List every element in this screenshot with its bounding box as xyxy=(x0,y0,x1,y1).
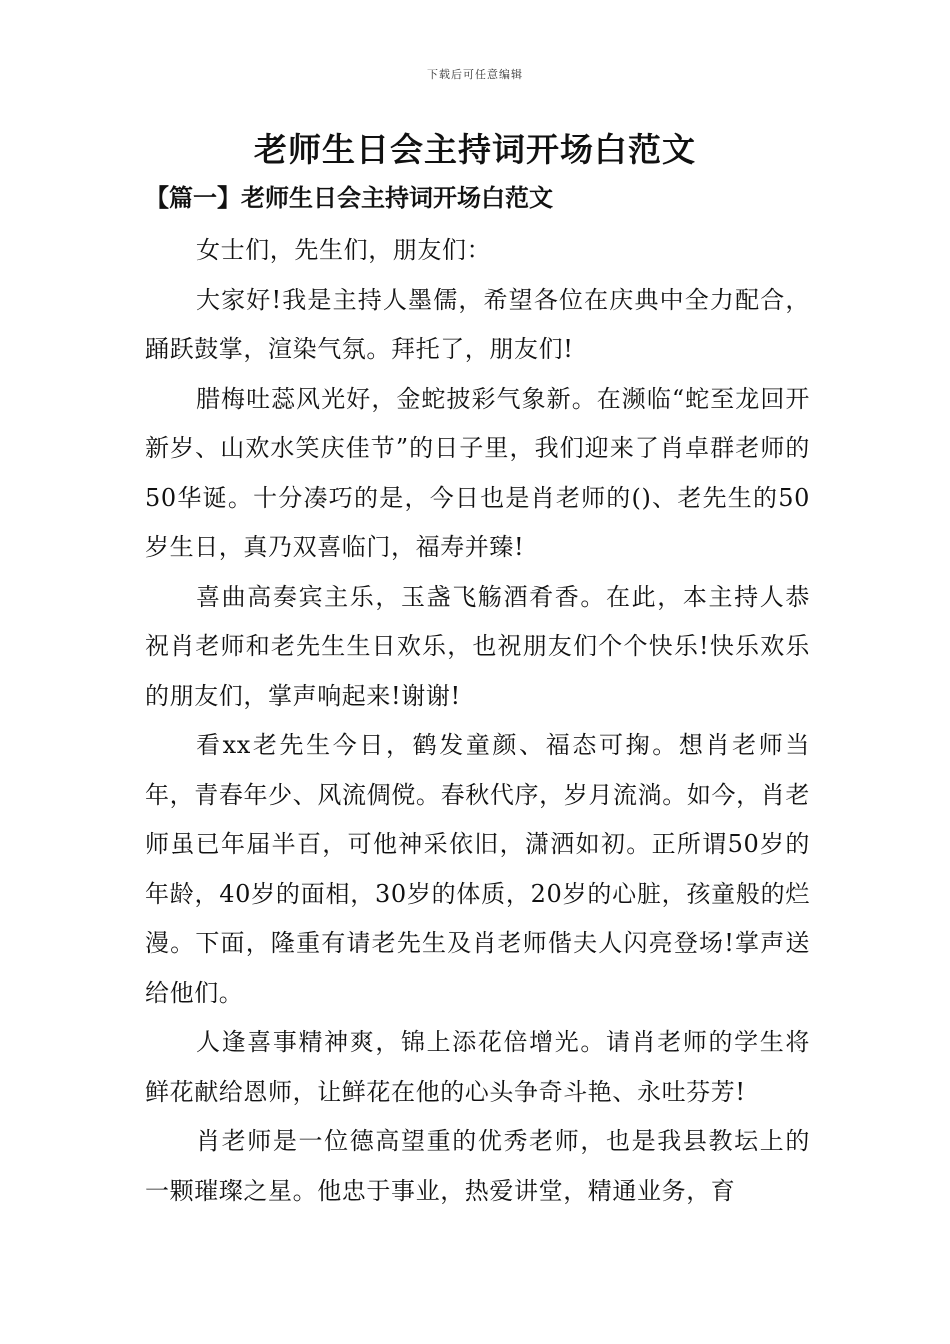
paragraph-blessing: 喜曲高奏宾主乐，玉盏飞觞酒肴香。在此，本主持人恭祝肖老师和老先生生日欢乐，也祝朋友们个个快乐!快乐欢乐的朋友们，掌声响起来!谢谢! xyxy=(145,582,810,710)
document-title: 老师生日会主持词开场白范文 xyxy=(254,130,696,169)
paragraph-tribute: 肖老师是一位德高望重的优秀老师，也是我县教坛上的一颗璀璨之星。他忠于事业，热爱讲堂，精通业务，育 xyxy=(145,1127,810,1205)
paragraph-welcome: 大家好!我是主持人墨儒，希望各位在庆典中全力配合，踊跃鼓掌，渲染气氛。拜托了，朋友们! xyxy=(145,285,810,363)
paragraph-occasion: 腊梅吐蕊风光好，金蛇披彩气象新。在濒临“蛇至龙回开新岁、山欢水笑庆佳节”的日子里，我们迎来了肖卓群老师的50华诞。十分凑巧的是，今日也是肖老师的()、老先生的50岁生日，真乃双喜临门，福寿并臻! xyxy=(145,384,810,561)
header-note: 下载后可任意编辑 xyxy=(427,68,523,81)
paragraph-greeting: 女士们，先生们，朋友们： xyxy=(196,236,492,264)
paragraph-introduction: 看xx老先生今日，鹤发童颜、福态可掬。想肖老师当年，青春年少、风流倜傥。春秋代序，岁月流淌。如今，肖老师虽已年届半百，可他神采依旧，潇洒如初。正所谓50岁的年龄，40岁的面相，30岁的体质，20岁的心脏，孩童般的烂漫。下面，隆重有请老先生及肖老师偕夫人闪亮登场!掌声送给他们。 xyxy=(145,731,810,1007)
section-heading: 【篇一】老师生日会主持词开场白范文 xyxy=(145,183,553,212)
paragraph-flowers: 人逢喜事精神爽，锦上添花倍增光。请肖老师的学生将鲜花献给恩师，让鲜花在他的心头争奇斗艳、永吐芬芳! xyxy=(145,1028,810,1106)
body-text xyxy=(145,226,810,1216)
